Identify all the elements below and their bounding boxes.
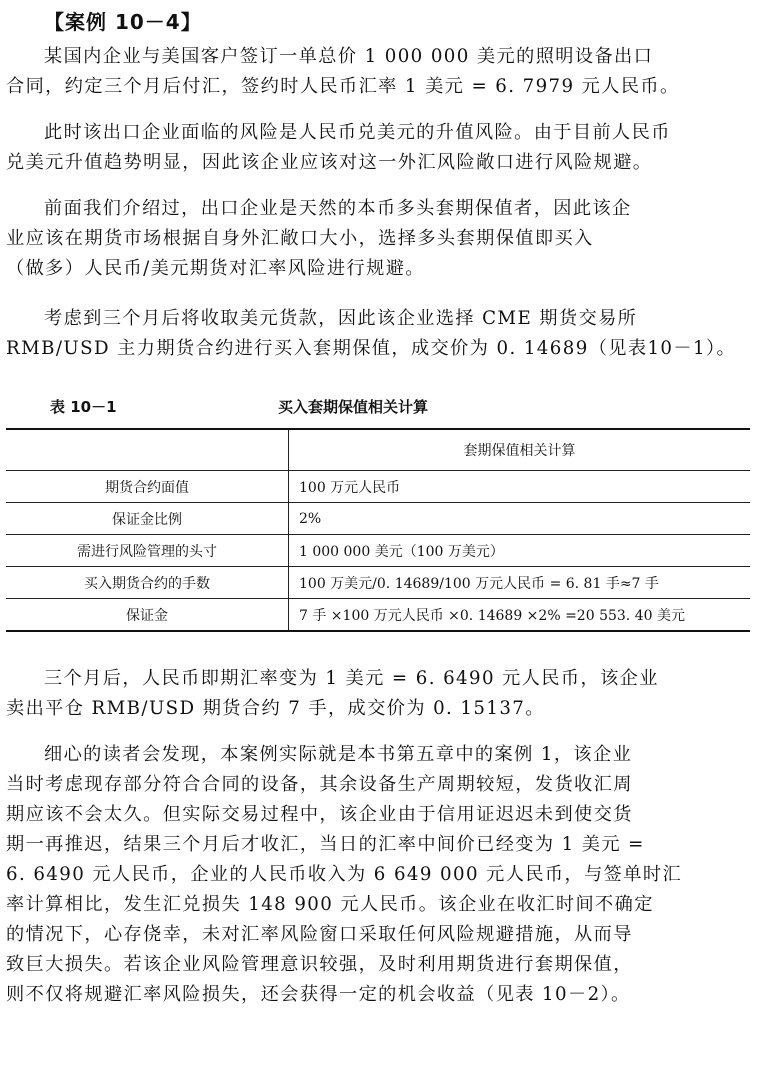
paragraph-analysis xyxy=(6,740,750,1010)
text-line: 三个月后，人民币即期汇率变为 1 美元 = 6. 6490 元人民币，该企业 xyxy=(44,668,659,689)
table-header-cell: 套期保值相关计算 xyxy=(289,429,751,471)
row-value: 100 万元人民币 xyxy=(289,471,751,503)
text-line: 合同，约定三个月后付汇，签约时人民币汇率 1 美元 = 6. 7979 元人民币。 xyxy=(6,76,680,97)
paragraph-close-position xyxy=(6,664,750,724)
text-line: 某国内企业与美国客户签订一单总价 1 000 000 美元的照明设备出口 xyxy=(44,46,654,67)
row-label: 期货合约面值 xyxy=(6,471,289,503)
paragraph-cme-contract xyxy=(6,304,750,364)
table-caption xyxy=(0,396,758,420)
text-line: 卖出平仓 RMB/USD 期货合约 7 手，成交价为 0. 15137。 xyxy=(6,698,545,719)
row-value: 2% xyxy=(289,503,751,535)
table-row xyxy=(6,599,750,632)
table-number: 表 10－1 xyxy=(50,398,117,416)
text-line: 前面我们介绍过，出口企业是天然的本币多头套期保值者，因此该企 xyxy=(44,198,632,219)
text-line: 当时考虑现存部分符合合同的设备，其余设备生产周期较短，发货收汇周 xyxy=(6,774,633,795)
paragraph-risk xyxy=(6,118,750,178)
row-label: 买入期货合约的手数 xyxy=(6,567,289,599)
case-title: 【案例 10－4】 xyxy=(44,10,202,34)
text-line: 则不仅将规避汇率风险损失，还会获得一定的机会收益（见表 10－2）。 xyxy=(6,984,631,1005)
text-line: 6. 6490 元人民币，企业的人民币收入为 6 649 000 元人民币，与签单时汇 xyxy=(6,864,683,885)
row-label: 需进行风险管理的头寸 xyxy=(6,535,289,567)
table-header-empty xyxy=(6,429,289,471)
row-label: 保证金比例 xyxy=(6,503,289,535)
text-line: 考虑到三个月后将收取美元货款，因此该企业选择 CME 期货交易所 xyxy=(44,308,638,329)
text-line: 期一再推迟，结果三个月后才收汇，当日的汇率中间价已经变为 1 美元 = xyxy=(6,834,645,855)
text-line: 期应该不会太久。但实际交易过程中，该企业由于信用证迟迟未到使交货 xyxy=(6,804,633,825)
text-line: 致巨大损失。若该企业风险管理意识较强，及时利用期货进行套期保值， xyxy=(6,954,633,975)
text-line: 率计算相比，发生汇兑损失 148 900 元人民币。该企业在收汇时间不确定 xyxy=(6,894,654,915)
table-title: 买入套期保值相关计算 xyxy=(278,398,429,416)
text-line: 的情况下，心存侥幸，未对汇率风险窗口采取任何风险规避措施，从而导 xyxy=(6,924,633,945)
table-row xyxy=(6,503,750,535)
paragraph-hedge-strategy xyxy=(6,194,750,284)
row-value: 100 万美元/0. 14689/100 万元人民币 = 6. 81 手≈7 手 xyxy=(289,567,751,599)
text-line: （做多）人民币/美元期货对汇率风险进行规避。 xyxy=(6,258,425,279)
text-line: 细心的读者会发现，本案例实际就是本书第五章中的案例 1，该企业 xyxy=(44,744,633,765)
row-value: 7 手 ×100 万元人民币 ×0. 14689 ×2% =20 553. 40 美元 xyxy=(289,599,751,632)
table-row xyxy=(6,535,750,567)
table-row xyxy=(6,567,750,599)
table-row xyxy=(6,471,750,503)
hedge-calculation-table xyxy=(6,428,750,632)
table-header-row xyxy=(6,429,750,471)
text-line: 兑美元升值趋势明显，因此该企业应该对这一外汇风险敞口进行风险规避。 xyxy=(6,152,653,173)
row-label: 保证金 xyxy=(6,599,289,632)
paragraph-contract xyxy=(6,42,750,102)
text-line: RMB/USD 主力期货合约进行买入套期保值，成交价为 0. 14689（见表10－1）。 xyxy=(6,338,737,359)
row-value: 1 000 000 美元（100 万美元） xyxy=(289,535,751,567)
text-line: 业应该在期货市场根据自身外汇敞口大小，选择多头套期保值即买入 xyxy=(6,228,594,249)
text-line: 此时该出口企业面临的风险是人民币兑美元的升值风险。由于目前人民币 xyxy=(44,122,671,143)
